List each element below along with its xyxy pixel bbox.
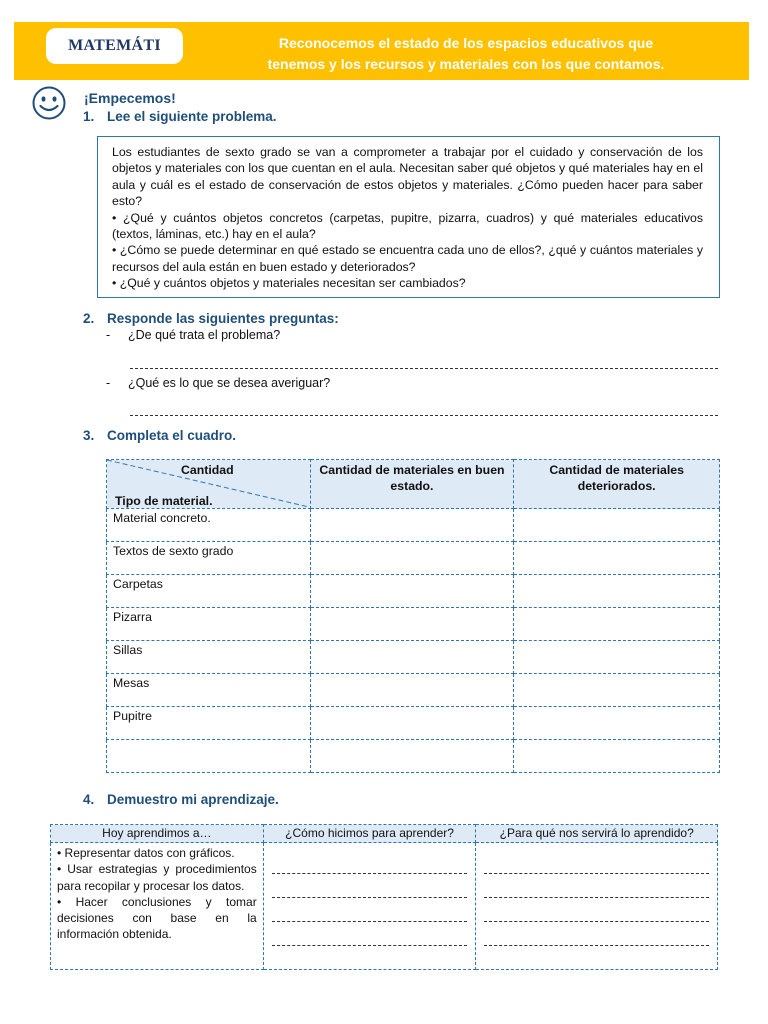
section-label: Responde las siguientes preguntas: bbox=[107, 311, 339, 326]
column-header-good: Cantidad de materiales en buen estado. bbox=[310, 460, 514, 509]
input-cell[interactable] bbox=[514, 509, 720, 542]
learning-table bbox=[50, 824, 718, 970]
subject-badge: MATEMÁTI bbox=[46, 28, 183, 64]
section-number: 1. bbox=[83, 109, 95, 124]
column-header-bad: Cantidad de materiales deteriorados. bbox=[514, 460, 720, 509]
material-cell: Pupitre bbox=[107, 707, 311, 740]
table-row bbox=[107, 707, 720, 740]
table-row bbox=[107, 608, 720, 641]
input-cell[interactable] bbox=[310, 740, 514, 773]
input-cell[interactable] bbox=[310, 674, 514, 707]
question-text: ¿De qué trata el problema? bbox=[128, 328, 281, 342]
answer-line[interactable] bbox=[272, 897, 468, 921]
learned-item: • Hacer conclusiones y tomar decisiones con base en la información obtenida. bbox=[57, 894, 257, 942]
input-cell[interactable] bbox=[310, 608, 514, 641]
answer-line[interactable] bbox=[272, 873, 468, 897]
corner-top-label: Cantidad bbox=[181, 463, 234, 477]
section-1-heading bbox=[83, 109, 277, 124]
learned-cell bbox=[51, 843, 264, 970]
column-header-learned: Hoy aprendimos a… bbox=[51, 825, 264, 843]
inventory-table bbox=[106, 459, 720, 773]
input-cell[interactable] bbox=[514, 608, 720, 641]
input-cell[interactable] bbox=[514, 575, 720, 608]
smiley-icon bbox=[32, 86, 66, 120]
input-cell[interactable] bbox=[310, 707, 514, 740]
problem-paragraph: Los estudiantes de sexto grado se van a comprometer a trabajar por el cuidado y conservación de los objetos y materiales con los que cuentan en el aula. Necesitan saber qué objetos y qué materiales hay en el aula y cuál es el estado de conservación de estos objetos y materiales. ¿Cómo pueden hacer para saber esto? bbox=[112, 145, 703, 209]
column-header-why: ¿Para qué nos servirá lo aprendido? bbox=[476, 825, 718, 843]
question-dash: - bbox=[106, 376, 111, 390]
input-cell[interactable] bbox=[514, 674, 720, 707]
why-answer-cell[interactable] bbox=[476, 843, 718, 970]
table-row bbox=[107, 542, 720, 575]
question-2 bbox=[106, 376, 330, 390]
answer-line[interactable] bbox=[272, 921, 468, 945]
section-label: Demuestro mi aprendizaje. bbox=[107, 792, 279, 807]
input-cell[interactable] bbox=[310, 641, 514, 674]
section-3-heading bbox=[83, 428, 236, 443]
table-row bbox=[107, 674, 720, 707]
section-2-heading bbox=[83, 311, 339, 326]
title-line-2: tenemos y los recursos y materiales con los que contamos. bbox=[267, 56, 665, 72]
material-cell: Sillas bbox=[107, 641, 311, 674]
corner-header-cell bbox=[107, 460, 311, 509]
answer-line[interactable] bbox=[484, 921, 709, 945]
material-cell: Pizarra bbox=[107, 608, 311, 641]
material-cell[interactable] bbox=[107, 740, 311, 773]
table-row bbox=[107, 575, 720, 608]
column-header-how: ¿Cómo hicimos para aprender? bbox=[263, 825, 476, 843]
table-row bbox=[107, 740, 720, 773]
corner-bottom-label: Tipo de material. bbox=[115, 494, 213, 508]
material-cell: Material concreto. bbox=[107, 509, 311, 542]
question-1 bbox=[106, 328, 280, 342]
input-cell[interactable] bbox=[514, 542, 720, 575]
question-text: ¿Qué es lo que se desea averiguar? bbox=[128, 376, 331, 390]
table-row bbox=[107, 509, 720, 542]
input-cell[interactable] bbox=[310, 575, 514, 608]
learned-item: • Representar datos con gráficos. bbox=[57, 846, 235, 860]
page-title bbox=[196, 33, 736, 75]
problem-bullet: • ¿Cómo se puede determinar en qué estado se encuentra cada uno de ellos?, ¿qué y cuántos materiales y recursos del aula están en buen estado y deteriorados? bbox=[112, 243, 703, 274]
answer-line[interactable] bbox=[272, 945, 468, 969]
material-cell: Carpetas bbox=[107, 575, 311, 608]
input-cell[interactable] bbox=[514, 707, 720, 740]
intro-heading: ¡Empecemos! bbox=[84, 90, 176, 106]
title-line-1: Reconocemos el estado de los espacios educativos que bbox=[278, 35, 654, 51]
input-cell[interactable] bbox=[310, 509, 514, 542]
answer-line-2[interactable] bbox=[130, 415, 718, 416]
section-label: Completa el cuadro. bbox=[107, 428, 237, 443]
table-row bbox=[107, 641, 720, 674]
material-cell: Textos de sexto grado bbox=[107, 542, 311, 575]
answer-line-1[interactable] bbox=[130, 368, 718, 369]
answer-line[interactable] bbox=[484, 873, 709, 897]
section-4-heading bbox=[83, 792, 279, 807]
learned-item: • Usar estrategias y procedimientos para recopilar y procesar los datos. bbox=[57, 862, 257, 893]
section-number: 2. bbox=[83, 311, 95, 326]
answer-line[interactable] bbox=[484, 897, 709, 921]
section-number: 4. bbox=[83, 792, 95, 807]
section-number: 3. bbox=[83, 428, 95, 443]
answer-line[interactable] bbox=[484, 945, 709, 969]
problem-box bbox=[97, 136, 720, 298]
section-label: Lee el siguiente problema. bbox=[107, 109, 277, 124]
how-answer-cell[interactable] bbox=[263, 843, 476, 970]
input-cell[interactable] bbox=[514, 641, 720, 674]
input-cell[interactable] bbox=[514, 740, 720, 773]
input-cell[interactable] bbox=[310, 542, 514, 575]
problem-bullet: • ¿Qué y cuántos objetos y materiales necesitan ser cambiados? bbox=[112, 276, 466, 291]
problem-bullet: • ¿Qué y cuántos objetos concretos (carpetas, pupitre, pizarra, cuadros) y qué materiales educativos (textos, láminas, etc.) hay en el aula? bbox=[112, 210, 703, 242]
question-dash: - bbox=[106, 328, 111, 342]
material-cell: Mesas bbox=[107, 674, 311, 707]
